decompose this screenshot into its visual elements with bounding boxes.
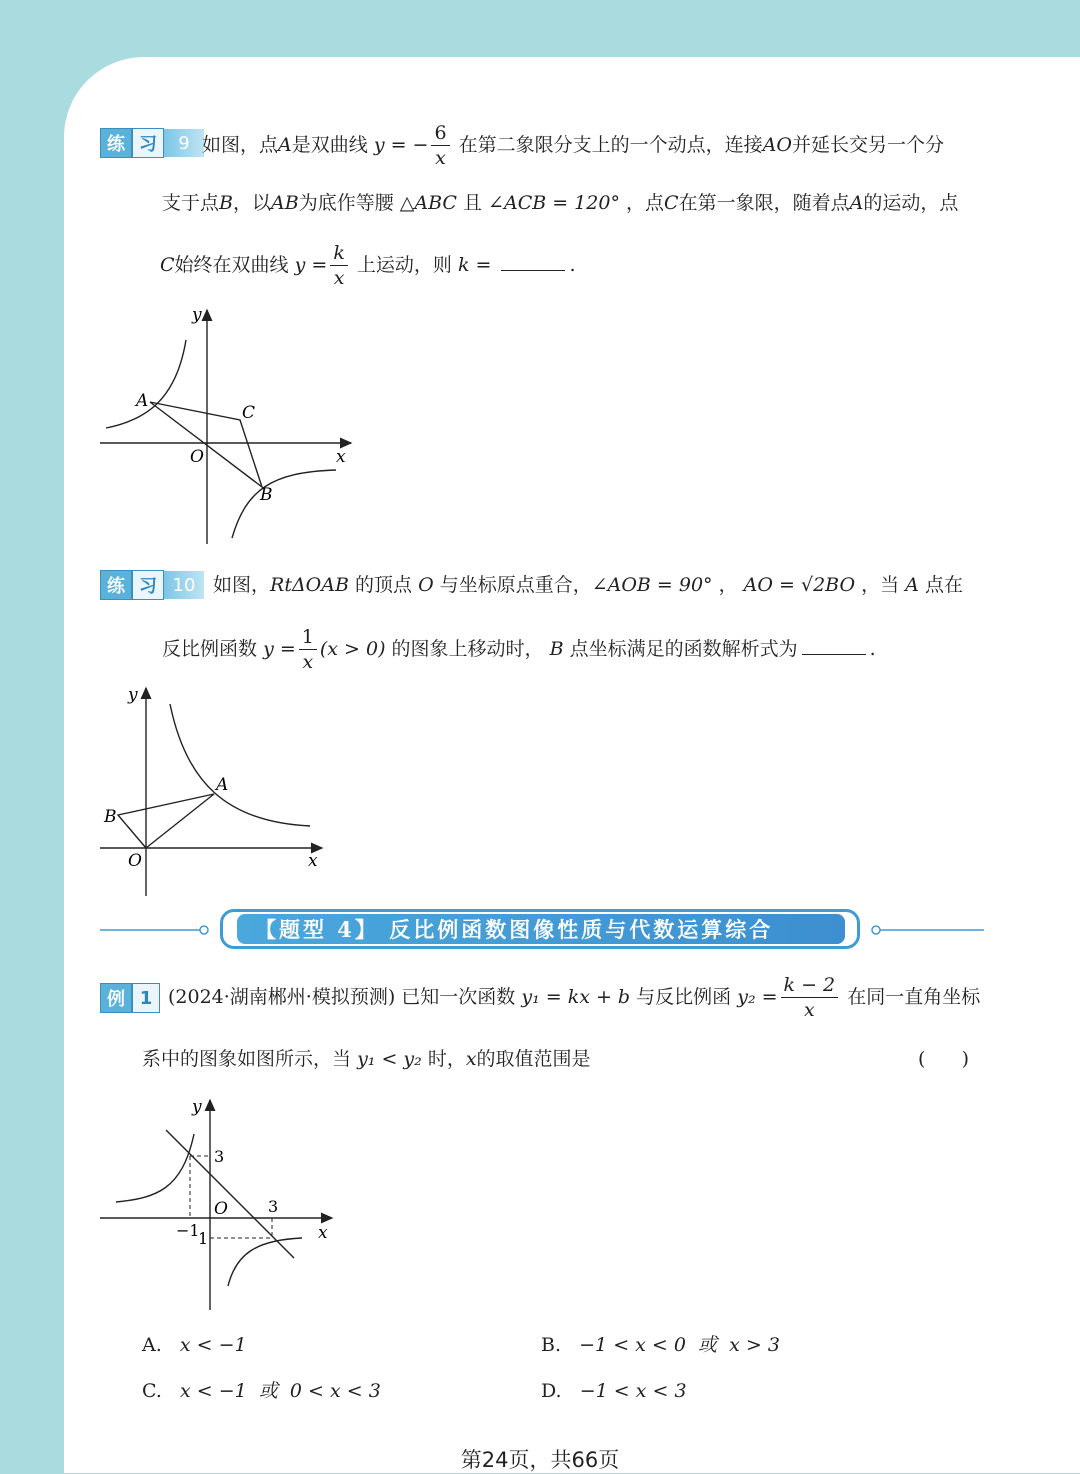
math: y = − <box>373 134 429 156</box>
option-text: x < −1 或 0 < x < 3 <box>180 1380 381 1402</box>
text: 并延长交另一个分 <box>791 134 944 156</box>
math: O <box>418 574 434 596</box>
math: B <box>549 638 564 660</box>
label-B: B <box>260 485 273 505</box>
label-x: x <box>308 851 318 871</box>
ex9-line-1 <box>202 124 944 168</box>
text: . <box>569 254 576 276</box>
text: 上运动，则 <box>356 254 452 276</box>
text: 与坐标原点重合， <box>439 574 592 596</box>
math: AB <box>271 192 299 214</box>
badge-char-2: 习 <box>132 570 164 600</box>
math: y₂ = <box>737 986 778 1008</box>
ex9-line-2 <box>162 194 958 213</box>
text: 始终在双曲线 <box>174 254 289 276</box>
option-D[interactable] <box>541 1382 687 1401</box>
text: ，点 <box>626 192 665 214</box>
text: 系中的图象如图所示，当 <box>142 1048 352 1070</box>
hyperbola-branch-4 <box>232 470 336 538</box>
math: ∠AOB = 90° <box>591 574 713 596</box>
example1-line-1 <box>168 976 980 1020</box>
text: 是双曲线 <box>291 134 368 156</box>
tick-neg1-y: 1 <box>198 1229 209 1248</box>
math: AO = √2BO <box>743 574 856 596</box>
badge-char-2: 习 <box>132 128 164 158</box>
option-C[interactable] <box>142 1382 381 1401</box>
answer-blank[interactable] <box>501 254 565 271</box>
answer-blank[interactable] <box>802 638 866 655</box>
math: k = <box>457 254 492 276</box>
math: y = <box>294 254 328 276</box>
label-x: x <box>318 1223 328 1243</box>
math: x <box>465 1048 477 1070</box>
text: 支于点 <box>162 192 220 214</box>
example1-line-2 <box>142 1050 591 1069</box>
badge-char-1: 练 <box>100 570 132 600</box>
label-O: O <box>214 1199 228 1219</box>
numerator: 1 <box>299 628 317 650</box>
option-label: C. <box>142 1380 162 1402</box>
option-label: A. <box>142 1334 162 1356</box>
text: 的取值范围是 <box>476 1048 591 1070</box>
badge-number: 10 <box>164 571 204 599</box>
math: AO <box>762 134 792 156</box>
text: 点在 <box>924 574 963 596</box>
banner-title: 【题型 4】 反比例函数图像性质与代数运算综合 <box>237 914 845 944</box>
text: 如图， <box>213 574 271 596</box>
example-1-badge <box>100 983 160 1013</box>
exercise-9-badge <box>100 128 204 158</box>
math: C <box>664 192 679 214</box>
math: ∠ACB = 120° <box>488 192 620 214</box>
hyperbola-curve <box>170 704 310 826</box>
tick-3-y: 3 <box>214 1147 225 1166</box>
math: y = <box>263 638 296 660</box>
label-A: A <box>216 775 229 795</box>
math: y₁ < y₂ <box>357 1048 422 1070</box>
text: 为底作等腰 <box>298 192 394 214</box>
option-label: B. <box>541 1334 562 1356</box>
banner-frame <box>220 909 860 949</box>
text: ，当 <box>861 574 900 596</box>
math: A <box>278 134 292 156</box>
text: 的运动，点 <box>863 192 959 214</box>
hyperbola-branch-2 <box>106 340 186 428</box>
option-B[interactable] <box>541 1336 780 1355</box>
text: 且 <box>462 192 482 214</box>
denominator: x <box>803 999 815 1021</box>
text: (2024·湖南郴州·模拟预测) 已知一次函数 <box>168 986 516 1008</box>
ex10-figure <box>96 682 336 902</box>
exercise-10-badge <box>100 570 204 600</box>
text: 的图象上移动时， <box>391 638 544 660</box>
example1-figure <box>96 1094 346 1316</box>
hyperbola-branch-2 <box>116 1134 194 1202</box>
math: B <box>219 192 233 214</box>
option-text: x < −1 <box>179 1334 247 1356</box>
denominator: x <box>435 147 446 169</box>
label-B: B <box>104 807 117 827</box>
section-banner <box>100 909 984 951</box>
text: 如图，点 <box>202 134 279 156</box>
text: . <box>869 638 876 660</box>
option-text: −1 < x < 0 或 x > 3 <box>579 1334 780 1356</box>
tick-3-x: 3 <box>268 1197 279 1216</box>
label-y: y <box>192 1097 202 1117</box>
fraction <box>781 976 839 1020</box>
text: 在第一象限，随着点 <box>678 192 850 214</box>
badge-number: 9 <box>164 129 204 157</box>
text: 与反比例函 <box>636 986 732 1008</box>
label-C: C <box>242 403 256 423</box>
badge-char-1: 练 <box>100 128 132 158</box>
fraction <box>330 244 348 288</box>
text: ， <box>718 574 738 596</box>
page-number: 第24页，共66页 <box>460 1448 620 1472</box>
math: △ABC <box>399 192 457 214</box>
hyperbola-branch-4 <box>228 1238 302 1286</box>
tick-neg1-x: −1 <box>176 1221 200 1240</box>
text: 时， <box>427 1048 466 1070</box>
denominator: x <box>302 651 314 673</box>
math: A <box>849 192 864 214</box>
text: 在第二象限分支上的一个动点，连接 <box>458 134 763 156</box>
math: A <box>905 574 919 596</box>
answer-paren[interactable]: ( ) <box>918 1048 970 1070</box>
option-text: −1 < x < 3 <box>579 1380 687 1402</box>
badge-number: 1 <box>132 983 160 1013</box>
fraction <box>299 628 317 672</box>
ex9-figure <box>96 300 361 550</box>
math: y₁ = kx + b <box>521 986 631 1008</box>
label-O: O <box>128 851 142 871</box>
triangle-OAB <box>118 794 214 848</box>
option-label: D. <box>541 1380 562 1402</box>
text: ，以 <box>232 192 271 214</box>
math: RtΔOAB <box>270 574 349 596</box>
label-O: O <box>190 447 204 467</box>
numerator: k <box>330 244 348 266</box>
ex9-line-3 <box>160 244 576 288</box>
ex10-line-1 <box>213 576 963 595</box>
text: 的顶点 <box>355 574 413 596</box>
badge-char: 例 <box>100 983 132 1013</box>
text: 在同一直角坐标 <box>847 986 981 1008</box>
label-A: A <box>136 391 149 411</box>
label-y: y <box>128 685 138 705</box>
math: (x > 0) <box>319 638 386 660</box>
text: 点坐标满足的函数解析式为 <box>569 638 798 660</box>
math: C <box>160 254 175 276</box>
label-x: x <box>336 447 346 467</box>
label-y: y <box>192 305 202 325</box>
fraction <box>431 124 449 168</box>
ex10-line-2 <box>162 628 876 672</box>
option-A[interactable] <box>142 1336 247 1355</box>
text: 反比例函数 <box>162 638 258 660</box>
numerator: k − 2 <box>781 976 839 998</box>
denominator: x <box>333 267 345 289</box>
numerator: 6 <box>431 124 449 146</box>
